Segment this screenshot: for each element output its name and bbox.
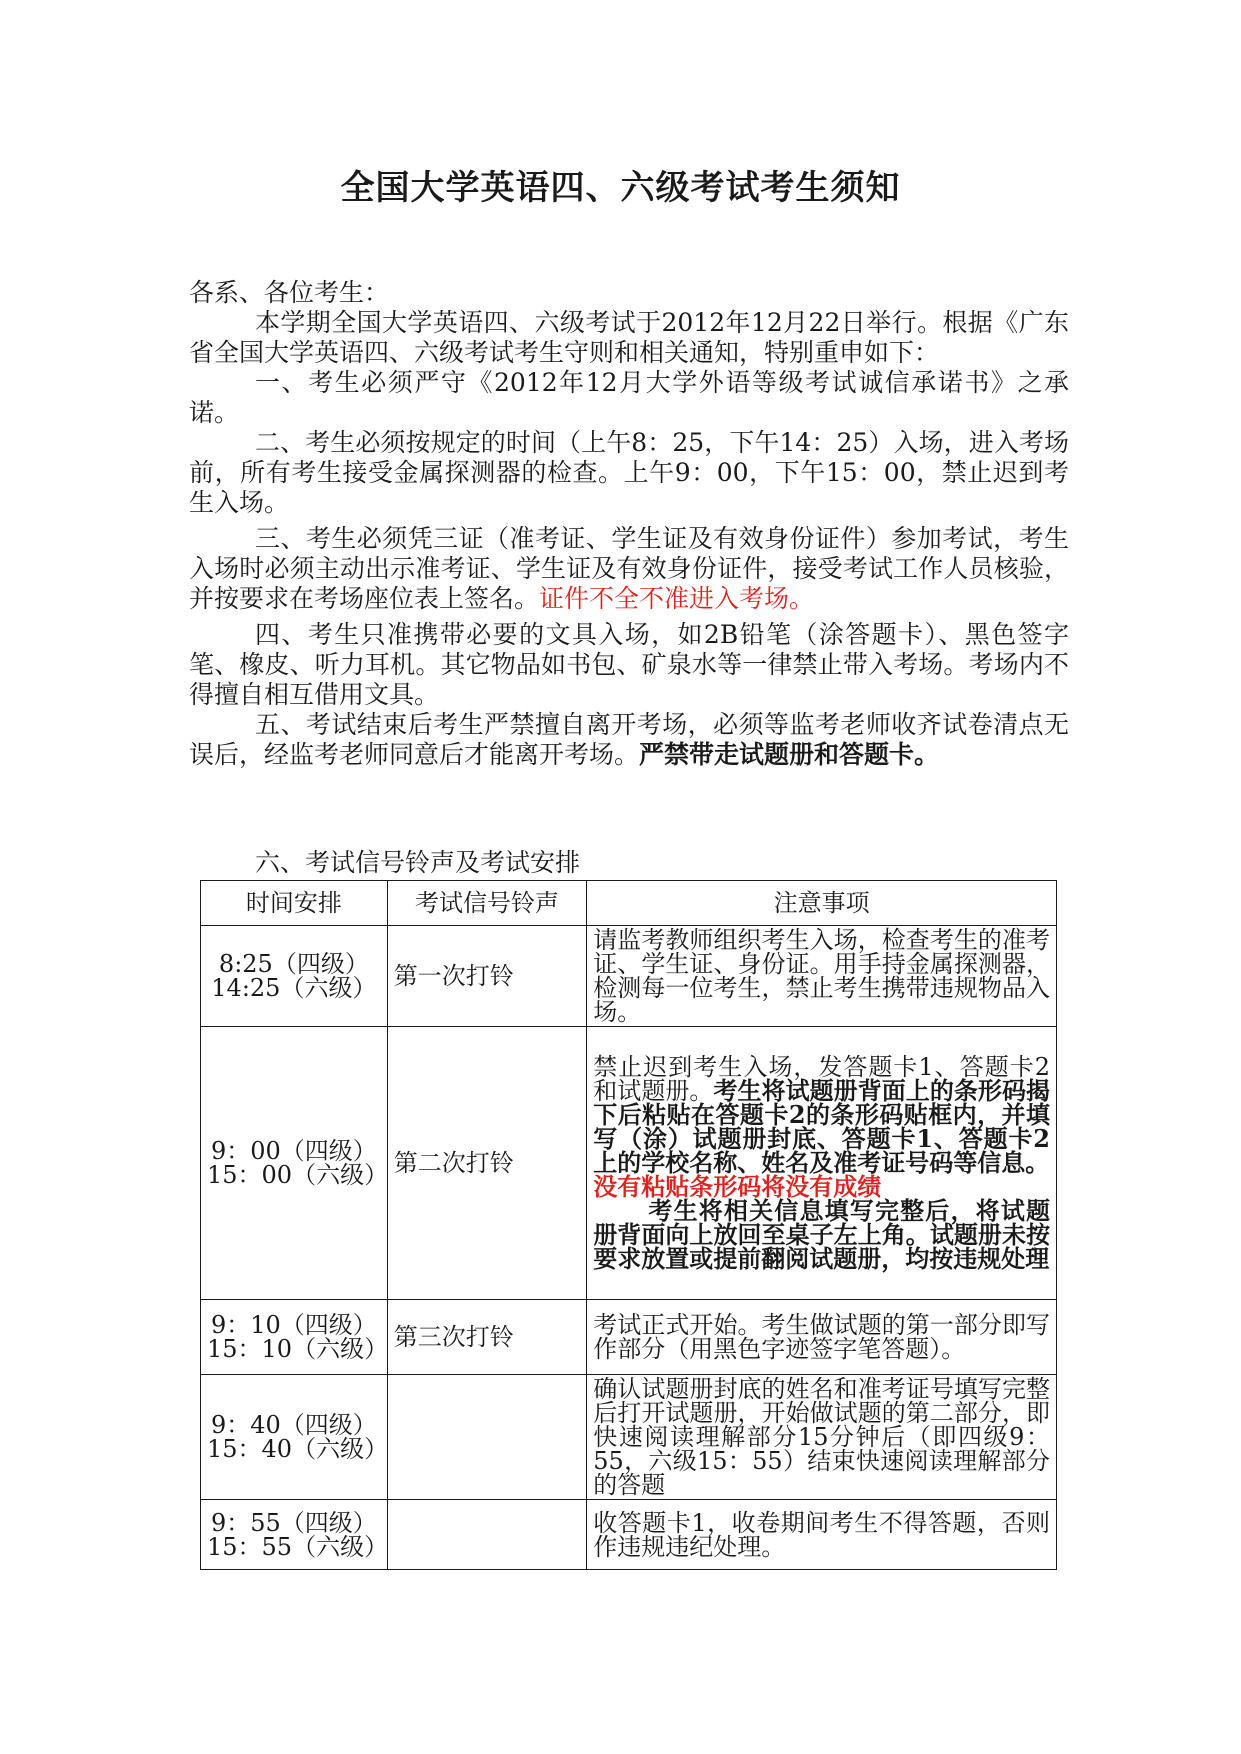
note-cell bbox=[587, 1027, 1057, 1300]
table-header-row bbox=[201, 881, 1057, 926]
section-6-heading: 六、考试信号铃声及考试安排 bbox=[255, 848, 581, 877]
rule-2: 二、考生必须按规定的时间（上午8：25，下午14：25）入场，进入考场前，所有考生接受金属探测器的检查。上午9：00，下午15：00，禁止迟到考生入场。 bbox=[189, 428, 1069, 517]
note-cell: 请监考教师组织考生入场，检查考生的准考证、学生证、身份证。用手持金属探测器，检测每一位考生，禁止考生携带违规物品入场。 bbox=[587, 926, 1057, 1027]
header-bell: 考试信号铃声 bbox=[387, 881, 587, 926]
table-row bbox=[201, 1300, 1057, 1375]
salutation: 各系、各位考生： bbox=[189, 278, 390, 307]
time-cell bbox=[201, 926, 388, 1027]
bell-cell: 第三次打铃 bbox=[387, 1300, 587, 1375]
exam-schedule-table bbox=[200, 880, 1057, 1570]
time-cet4: 9：00（四级） bbox=[210, 1137, 377, 1165]
bell-cell: 第二次打铃 bbox=[387, 1027, 587, 1300]
bell-cell: 第一次打铃 bbox=[387, 926, 587, 1027]
rule-5-warning: 严禁带走试题册和答题卡。 bbox=[639, 740, 940, 769]
rule-5 bbox=[189, 710, 1069, 770]
time-cet4: 8:25（四级） bbox=[218, 950, 369, 978]
time-cell bbox=[201, 1300, 388, 1375]
time-cet4: 9：40（四级） bbox=[210, 1411, 377, 1439]
time-cet6: 15：55（六级） bbox=[207, 1532, 389, 1561]
rule-3-text: 三、考生必须凭三证（准考证、学生证及有效身份证件）参加考试，考生入场时必须主动出示准考证、学生证及有效身份证件，接受考试工作人员核验，并按要求在考场座位表上签名。 bbox=[189, 524, 1069, 613]
time-cet6: 15：00（六级） bbox=[207, 1161, 389, 1189]
rule-3 bbox=[189, 524, 1069, 614]
intro-paragraph: 本学期全国大学英语四、六级考试于2012年12月22日举行。根据《广东省全国大学英语四、六级考试考生守则和相关通知，特别重申如下： bbox=[189, 308, 1069, 367]
notice-body bbox=[189, 278, 1069, 770]
table-row bbox=[201, 1500, 1057, 1570]
rule-5-text: 五、考试结束后考生严禁擅自离开考场，必须等监考老师收齐试卷清点无误后，经监考老师同意后才能离开考场。 bbox=[189, 710, 1069, 769]
time-cet4: 9：10（四级） bbox=[210, 1311, 377, 1339]
page-title: 全国大学英语四、六级考试考生须知 bbox=[340, 168, 901, 208]
note-cell: 考试正式开始。考生做试题的第一部分即写作部分（用黑色字迹签字笔答题）。 bbox=[587, 1300, 1057, 1375]
note-bold-instruction-2: 考生将相关信息填写完整后，将试题册背面向上放回至桌子左上角。试题册未按要求放置或提前翻阅试题册，均按违规处理 bbox=[593, 1196, 1050, 1273]
time-cell bbox=[201, 1375, 388, 1500]
rule-1: 一、考生必须严守《2012年12月大学外语等级考试诚信承诺书》之承诺。 bbox=[189, 368, 1069, 427]
rule-4: 四、考生只准携带必要的文具入场，如2B铅笔（涂答题卡）、黑色签字笔、橡皮、听力耳机。其它物品如书包、矿泉水等一律禁止带入考场。考场内不得擅自相互借用文具。 bbox=[189, 620, 1069, 709]
header-time: 时间安排 bbox=[201, 881, 388, 926]
note-text: 禁止迟到考生入场，发答题卡1、答题卡2和试题册。 bbox=[593, 1053, 1050, 1105]
table-row bbox=[201, 926, 1057, 1027]
note-red-warning: 没有粘贴条形码将没有成绩 bbox=[593, 1172, 882, 1201]
table-row bbox=[201, 1027, 1057, 1300]
bell-cell bbox=[387, 1500, 587, 1570]
bell-cell bbox=[387, 1375, 587, 1500]
time-cell bbox=[201, 1500, 388, 1570]
time-cet6: 15：40（六级） bbox=[207, 1435, 389, 1463]
rule-3-warning: 证件不全不准进入考场。 bbox=[539, 584, 815, 613]
note-cell: 收答题卡1，收卷期间考生不得答题，否则作违规违纪处理。 bbox=[587, 1500, 1057, 1570]
time-cell bbox=[201, 1027, 388, 1300]
time-cet6: 15：10（六级） bbox=[207, 1335, 389, 1363]
table-row bbox=[201, 1375, 1057, 1500]
time-cet4: 9：55（四级） bbox=[210, 1508, 377, 1537]
note-bold-instruction: 考生将试题册背面上的条形码揭下后粘贴在答题卡2的条形码贴框内，并填写（涂）试题册封底、答题卡1、答题卡2上的学校名称、姓名及准考证号码等信息。 bbox=[593, 1076, 1051, 1177]
time-cet6: 14:25（六级） bbox=[211, 974, 377, 1002]
note-cell: 确认试题册封底的姓名和准考证号填写完整后打开试题册，开始做试题的第二部分，即快速阅读理解部分15分钟后（即四级9：55，六级15：55）结束快速阅读理解部分的答题 bbox=[587, 1375, 1057, 1500]
header-notes: 注意事项 bbox=[587, 881, 1057, 926]
